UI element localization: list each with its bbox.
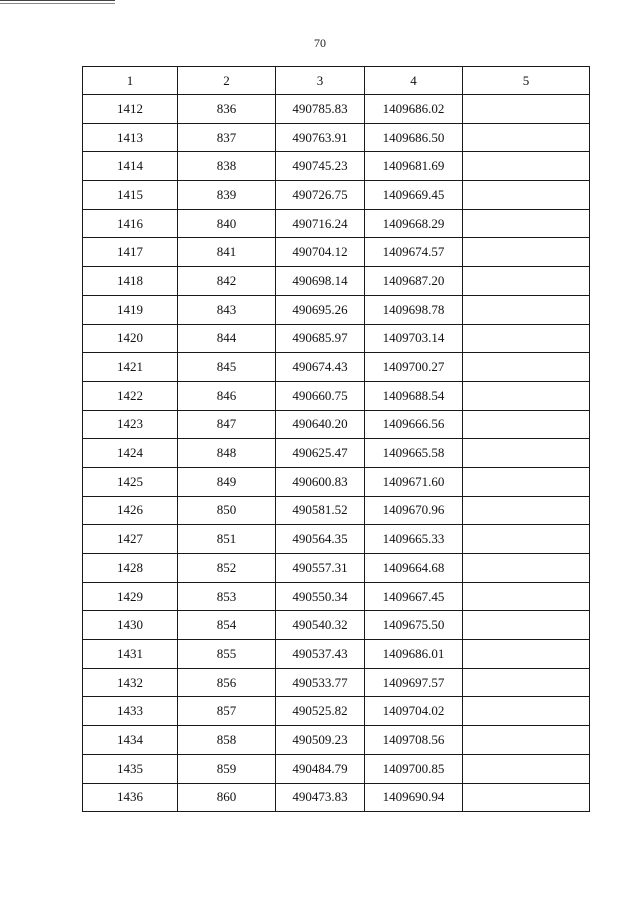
table-cell-col-3: 490564.35 xyxy=(276,525,365,554)
table-cell-col-1: 1434 xyxy=(83,726,178,755)
table-cell-col-4: 1409686.02 xyxy=(365,95,463,124)
table-cell-col-4: 1409697.57 xyxy=(365,668,463,697)
table-cell-col-3: 490695.26 xyxy=(276,295,365,324)
table-cell-col-4: 1409669.45 xyxy=(365,181,463,210)
table-row xyxy=(83,726,590,755)
table-cell-col-3: 490581.52 xyxy=(276,496,365,525)
table-row xyxy=(83,554,590,583)
table-cell-col-3: 490525.82 xyxy=(276,697,365,726)
table-body xyxy=(83,95,590,812)
table-cell-col-3: 490640.20 xyxy=(276,410,365,439)
table-cell-col-5 xyxy=(463,582,590,611)
table-cell-col-3: 490509.23 xyxy=(276,726,365,755)
table-cell-col-2: 860 xyxy=(178,783,276,812)
column-header-5: 5 xyxy=(463,67,590,95)
table-cell-col-3: 490763.91 xyxy=(276,123,365,152)
table-cell-col-3: 490704.12 xyxy=(276,238,365,267)
table-cell-col-4: 1409704.02 xyxy=(365,697,463,726)
table-cell-col-3: 490533.77 xyxy=(276,668,365,697)
table-cell-col-1: 1428 xyxy=(83,554,178,583)
table-row xyxy=(83,410,590,439)
table-cell-col-5 xyxy=(463,496,590,525)
coordinates-table xyxy=(82,66,590,812)
table-row xyxy=(83,582,590,611)
table-cell-col-4: 1409668.29 xyxy=(365,209,463,238)
table-row xyxy=(83,467,590,496)
table-cell-col-3: 490550.34 xyxy=(276,582,365,611)
table-cell-col-4: 1409703.14 xyxy=(365,324,463,353)
column-header-3: 3 xyxy=(276,67,365,95)
column-header-2: 2 xyxy=(178,67,276,95)
table-cell-col-4: 1409700.27 xyxy=(365,353,463,382)
table-cell-col-3: 490660.75 xyxy=(276,381,365,410)
table-cell-col-5 xyxy=(463,267,590,296)
table-row xyxy=(83,640,590,669)
table-cell-col-2: 853 xyxy=(178,582,276,611)
table-cell-col-1: 1422 xyxy=(83,381,178,410)
table-cell-col-4: 1409681.69 xyxy=(365,152,463,181)
table-cell-col-4: 1409708.56 xyxy=(365,726,463,755)
table-cell-col-1: 1415 xyxy=(83,181,178,210)
table-cell-col-1: 1420 xyxy=(83,324,178,353)
table-cell-col-1: 1436 xyxy=(83,783,178,812)
table-cell-col-5 xyxy=(463,353,590,382)
column-header-1: 1 xyxy=(83,67,178,95)
table-cell-col-2: 842 xyxy=(178,267,276,296)
table-cell-col-3: 490537.43 xyxy=(276,640,365,669)
table-cell-col-2: 848 xyxy=(178,439,276,468)
table-cell-col-4: 1409686.01 xyxy=(365,640,463,669)
table-cell-col-2: 855 xyxy=(178,640,276,669)
table-cell-col-2: 851 xyxy=(178,525,276,554)
table-cell-col-1: 1426 xyxy=(83,496,178,525)
table-row xyxy=(83,95,590,124)
table-cell-col-2: 840 xyxy=(178,209,276,238)
table-cell-col-1: 1419 xyxy=(83,295,178,324)
table-row xyxy=(83,381,590,410)
table-cell-col-3: 490540.32 xyxy=(276,611,365,640)
table-cell-col-3: 490484.79 xyxy=(276,754,365,783)
table-cell-col-1: 1432 xyxy=(83,668,178,697)
table-cell-col-1: 1433 xyxy=(83,697,178,726)
table-row xyxy=(83,324,590,353)
scan-edge-line xyxy=(0,0,115,4)
table-cell-col-1: 1425 xyxy=(83,467,178,496)
table-cell-col-1: 1435 xyxy=(83,754,178,783)
table-cell-col-1: 1414 xyxy=(83,152,178,181)
table-cell-col-4: 1409667.45 xyxy=(365,582,463,611)
table-row xyxy=(83,525,590,554)
table-cell-col-5 xyxy=(463,152,590,181)
table-cell-col-4: 1409671.60 xyxy=(365,467,463,496)
table-cell-col-5 xyxy=(463,754,590,783)
table-cell-col-2: 836 xyxy=(178,95,276,124)
column-header-4: 4 xyxy=(365,67,463,95)
table-row xyxy=(83,123,590,152)
table-cell-col-5 xyxy=(463,410,590,439)
table-cell-col-4: 1409666.56 xyxy=(365,410,463,439)
table-row xyxy=(83,181,590,210)
table-cell-col-1: 1418 xyxy=(83,267,178,296)
table-cell-col-2: 837 xyxy=(178,123,276,152)
table-cell-col-4: 1409687.20 xyxy=(365,267,463,296)
table-row xyxy=(83,295,590,324)
table-cell-col-2: 839 xyxy=(178,181,276,210)
table-cell-col-5 xyxy=(463,525,590,554)
table-cell-col-2: 845 xyxy=(178,353,276,382)
table-row xyxy=(83,668,590,697)
table-cell-col-5 xyxy=(463,467,590,496)
table-cell-col-2: 844 xyxy=(178,324,276,353)
table-cell-col-3: 490726.75 xyxy=(276,181,365,210)
table-cell-col-2: 843 xyxy=(178,295,276,324)
table-cell-col-2: 850 xyxy=(178,496,276,525)
table-cell-col-2: 846 xyxy=(178,381,276,410)
table-cell-col-5 xyxy=(463,554,590,583)
table-cell-col-5 xyxy=(463,123,590,152)
table-cell-col-5 xyxy=(463,668,590,697)
table-cell-col-3: 490745.23 xyxy=(276,152,365,181)
table-row xyxy=(83,439,590,468)
table-cell-col-1: 1416 xyxy=(83,209,178,238)
table-cell-col-1: 1417 xyxy=(83,238,178,267)
table-header-row xyxy=(83,67,590,95)
table-cell-col-4: 1409674.57 xyxy=(365,238,463,267)
table-row xyxy=(83,783,590,812)
table-cell-col-3: 490600.83 xyxy=(276,467,365,496)
table-cell-col-1: 1429 xyxy=(83,582,178,611)
table-cell-col-3: 490716.24 xyxy=(276,209,365,238)
table-cell-col-3: 490625.47 xyxy=(276,439,365,468)
table-row xyxy=(83,496,590,525)
table-cell-col-2: 859 xyxy=(178,754,276,783)
table-cell-col-3: 490473.83 xyxy=(276,783,365,812)
table-cell-col-1: 1424 xyxy=(83,439,178,468)
table-row xyxy=(83,697,590,726)
table-cell-col-1: 1412 xyxy=(83,95,178,124)
table-cell-col-5 xyxy=(463,95,590,124)
table-cell-col-5 xyxy=(463,697,590,726)
table-row xyxy=(83,267,590,296)
table-cell-col-3: 490698.14 xyxy=(276,267,365,296)
table-cell-col-5 xyxy=(463,381,590,410)
table-cell-col-2: 857 xyxy=(178,697,276,726)
table-row xyxy=(83,152,590,181)
table-cell-col-5 xyxy=(463,611,590,640)
table-cell-col-2: 841 xyxy=(178,238,276,267)
table-row xyxy=(83,353,590,382)
table-cell-col-2: 847 xyxy=(178,410,276,439)
table-row xyxy=(83,754,590,783)
table-cell-col-4: 1409698.78 xyxy=(365,295,463,324)
table-cell-col-4: 1409665.58 xyxy=(365,439,463,468)
table-row xyxy=(83,209,590,238)
table-cell-col-3: 490785.83 xyxy=(276,95,365,124)
table-cell-col-4: 1409670.96 xyxy=(365,496,463,525)
table-cell-col-1: 1421 xyxy=(83,353,178,382)
table-cell-col-5 xyxy=(463,439,590,468)
table-cell-col-5 xyxy=(463,726,590,755)
table-cell-col-1: 1430 xyxy=(83,611,178,640)
table-row xyxy=(83,611,590,640)
table-cell-col-4: 1409700.85 xyxy=(365,754,463,783)
table-cell-col-3: 490557.31 xyxy=(276,554,365,583)
table-cell-col-2: 854 xyxy=(178,611,276,640)
table-cell-col-1: 1413 xyxy=(83,123,178,152)
table-cell-col-4: 1409664.68 xyxy=(365,554,463,583)
table-cell-col-2: 852 xyxy=(178,554,276,583)
page-number: 70 xyxy=(314,36,326,50)
table-cell-col-1: 1423 xyxy=(83,410,178,439)
table-cell-col-1: 1427 xyxy=(83,525,178,554)
table-cell-col-4: 1409686.50 xyxy=(365,123,463,152)
table-cell-col-5 xyxy=(463,324,590,353)
table-cell-col-3: 490685.97 xyxy=(276,324,365,353)
table-cell-col-2: 858 xyxy=(178,726,276,755)
table-cell-col-2: 838 xyxy=(178,152,276,181)
table-cell-col-4: 1409665.33 xyxy=(365,525,463,554)
table-cell-col-5 xyxy=(463,238,590,267)
table-cell-col-1: 1431 xyxy=(83,640,178,669)
table-cell-col-5 xyxy=(463,295,590,324)
table-cell-col-3: 490674.43 xyxy=(276,353,365,382)
table-cell-col-5 xyxy=(463,181,590,210)
table-cell-col-5 xyxy=(463,640,590,669)
table-cell-col-4: 1409690.94 xyxy=(365,783,463,812)
table-cell-col-5 xyxy=(463,209,590,238)
table-cell-col-2: 856 xyxy=(178,668,276,697)
table-cell-col-4: 1409688.54 xyxy=(365,381,463,410)
table-cell-col-4: 1409675.50 xyxy=(365,611,463,640)
table-cell-col-5 xyxy=(463,783,590,812)
table-row xyxy=(83,238,590,267)
table-cell-col-2: 849 xyxy=(178,467,276,496)
